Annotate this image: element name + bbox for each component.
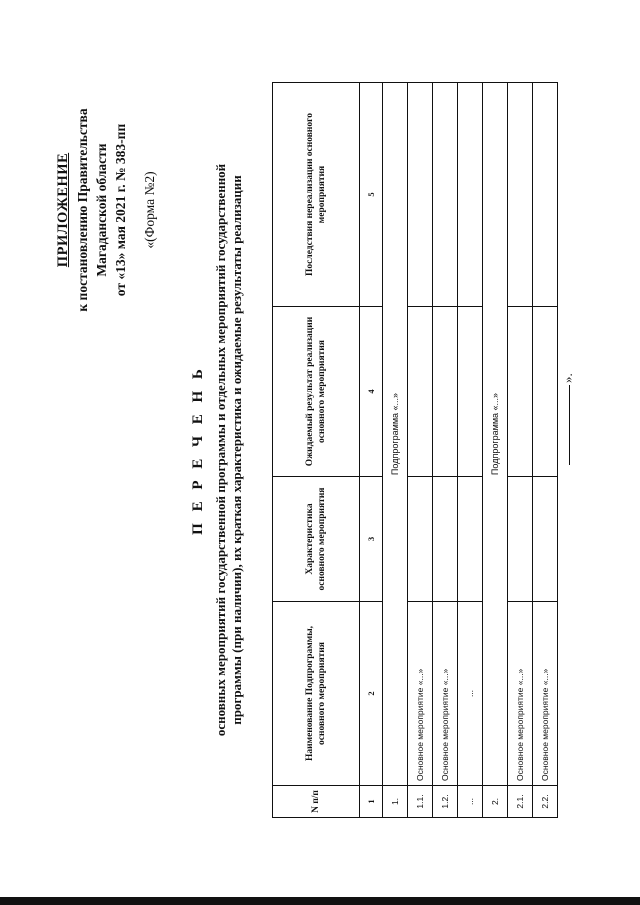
measure-name: Основное мероприятие «...» [433,602,458,786]
header-cell-expected-result: Ожидаемый результат реализации основного мероприятия [273,307,360,477]
empty-cell [508,477,533,602]
row-number: 1.2. [433,786,458,818]
empty-cell [458,477,483,602]
document-subtitle-2: программы (при наличии), их краткая характеристика и ожидаемые результаты реализации [229,175,244,725]
appendix-line-2: Магаданской области [94,143,109,277]
document-title-block [190,100,245,800]
table-row [483,83,508,818]
column-number: 5 [360,83,383,307]
column-number: 3 [360,477,383,602]
appendix-line-3: от «13» мая 2021 г. № 383-пп [113,123,128,297]
header-cell-characteristic: Характеристика основного мероприятия [273,477,360,602]
subprogram-label: Подпрограмма «...» [483,83,508,786]
row-number: 2.2. [533,786,558,818]
appendix-header [54,60,159,360]
table-row [533,83,558,818]
row-number: 1.1. [408,786,433,818]
row-number: ... [458,786,483,818]
measure-name: Основное мероприятие «...» [408,602,433,786]
measure-name: Основное мероприятие «...» [533,602,558,786]
column-number: 1 [360,786,383,818]
column-number: 4 [360,307,383,477]
empty-cell [408,307,433,477]
header-cell-name: Наименование Подпрограммы, основного мероприятия [273,602,360,786]
empty-cell [458,83,483,307]
document-heading: П Е Р Е Ч Е Н Ь [190,365,206,535]
underline-rule [569,385,570,465]
rotated-page [40,60,600,840]
column-number-row [360,83,383,818]
empty-cell [458,307,483,477]
measure-name: Основное мероприятие «...» [508,602,533,786]
subprogram-label: Подпрограмма «...» [383,83,408,786]
closing-line [560,373,576,465]
closing-quote: ». [560,373,575,383]
form-label: «(Форма №2) [142,171,157,249]
empty-cell [533,83,558,307]
empty-cell [533,477,558,602]
empty-cell [408,83,433,307]
empty-cell [533,307,558,477]
measure-name: ... [458,602,483,786]
table-header-row [273,83,360,818]
table-row [383,83,408,818]
appendix-line-1: к постановлению Правительства [75,108,90,312]
appendix-title: ПРИЛОЖЕНИЕ [55,152,71,268]
scan-edge-shadow [0,897,640,905]
table-row [508,83,533,818]
table-row [408,83,433,818]
table-row [433,83,458,818]
empty-cell [433,477,458,602]
empty-cell [433,83,458,307]
row-number: 1. [383,786,408,818]
measures-table [272,82,558,818]
empty-cell [408,477,433,602]
empty-cell [508,307,533,477]
row-number: 2.1. [508,786,533,818]
document-page [40,60,600,840]
header-cell-number: N п/п [273,786,360,818]
document-subtitle-1: основных мероприятий государственной программы и отдельных мероприятий государственной [213,163,228,737]
column-number: 2 [360,602,383,786]
header-cell-consequences: Последствия нереализации основного мероприятия [273,83,360,307]
empty-cell [508,83,533,307]
row-number: 2. [483,786,508,818]
table-row [458,83,483,818]
empty-cell [433,307,458,477]
